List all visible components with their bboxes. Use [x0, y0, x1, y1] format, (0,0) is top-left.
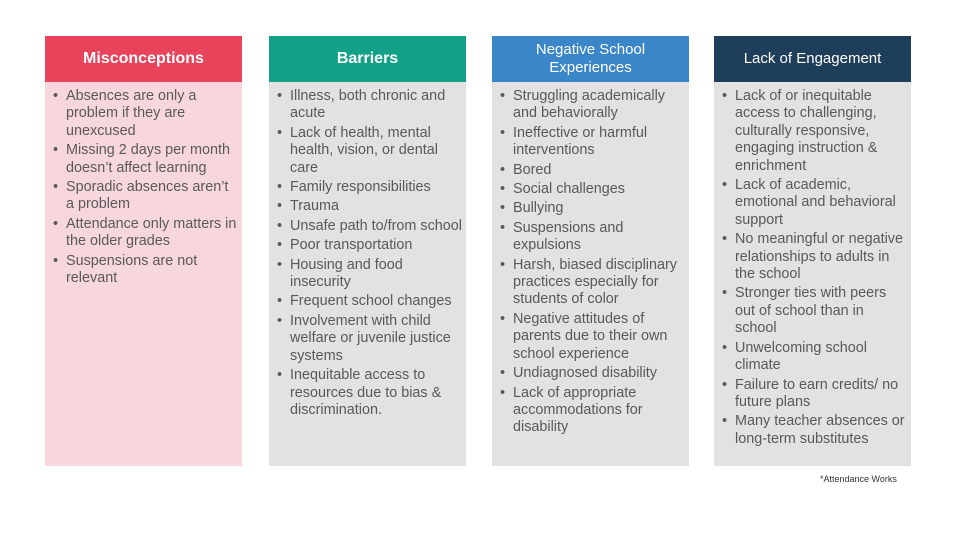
list-item: • Trauma [269, 198, 466, 215]
list-item: • Social challenges [492, 181, 689, 198]
negative-school-experiences-header: Negative School Experiences [492, 36, 689, 82]
list-item: • Struggling academically and behaviorally [492, 88, 689, 123]
list-item: • Stronger ties with peers out of school than in school [714, 285, 911, 337]
list-item: • Attendance only matters in the older grades [45, 216, 242, 251]
lack-of-engagement-list [714, 88, 911, 448]
lack-of-engagement-header: Lack of Engagement [714, 36, 911, 82]
list-item: • Absences are only a problem if they are unexcused [45, 88, 242, 140]
list-item: • Negative attitudes of parents due to their own school experience [492, 311, 689, 363]
lack-of-engagement-body [714, 82, 911, 466]
list-item: • Sporadic absences aren’t a problem [45, 179, 242, 214]
source-footnote: *Attendance Works [820, 474, 897, 484]
list-item: • Bored [492, 162, 689, 179]
column-barriers [269, 36, 466, 466]
misconceptions-body [45, 82, 242, 466]
list-item: • Ineffective or harmful interventions [492, 125, 689, 160]
negative-school-experiences-list [492, 88, 689, 437]
list-item: • Failure to earn credits/ no future plans [714, 377, 911, 412]
list-item: • Missing 2 days per month doesn’t affect learning [45, 142, 242, 177]
list-item: • Frequent school changes [269, 293, 466, 310]
list-item: • Lack of health, mental health, vision, or dental care [269, 125, 466, 177]
list-item: • Lack of academic, emotional and behavioral support [714, 177, 911, 229]
misconceptions-list [45, 88, 242, 287]
list-item: • Poor transportation [269, 237, 466, 254]
column-lack-of-engagement [714, 36, 911, 466]
barriers-list [269, 88, 466, 419]
list-item: • Lack of appropriate accommodations for disability [492, 385, 689, 437]
list-item: • Family responsibilities [269, 179, 466, 196]
list-item: • No meaningful or negative relationships to adults in the school [714, 231, 911, 283]
list-item: • Bullying [492, 200, 689, 217]
list-item: • Suspensions and expulsions [492, 220, 689, 255]
negative-school-experiences-body [492, 82, 689, 466]
list-item: • Suspensions are not relevant [45, 253, 242, 288]
misconceptions-header: Misconceptions [45, 36, 242, 82]
barriers-body [269, 82, 466, 466]
list-item: • Harsh, biased disciplinary practices especially for students of color [492, 257, 689, 309]
list-item: • Illness, both chronic and acute [269, 88, 466, 123]
column-misconceptions [45, 36, 242, 466]
list-item: • Housing and food insecurity [269, 257, 466, 292]
list-item: • Inequitable access to resources due to bias & discrimination. [269, 367, 466, 419]
list-item: • Lack of or inequitable access to challenging, culturally responsive, engaging instruction & enrichment [714, 88, 911, 175]
list-item: • Involvement with child welfare or juvenile justice systems [269, 313, 466, 365]
list-item: • Unwelcoming school climate [714, 340, 911, 375]
list-item: • Unsafe path to/from school [269, 218, 466, 235]
list-item: • Many teacher absences or long-term substitutes [714, 413, 911, 448]
list-item: • Undiagnosed disability [492, 365, 689, 382]
barriers-header: Barriers [269, 36, 466, 82]
column-negative-school-experiences [492, 36, 689, 466]
